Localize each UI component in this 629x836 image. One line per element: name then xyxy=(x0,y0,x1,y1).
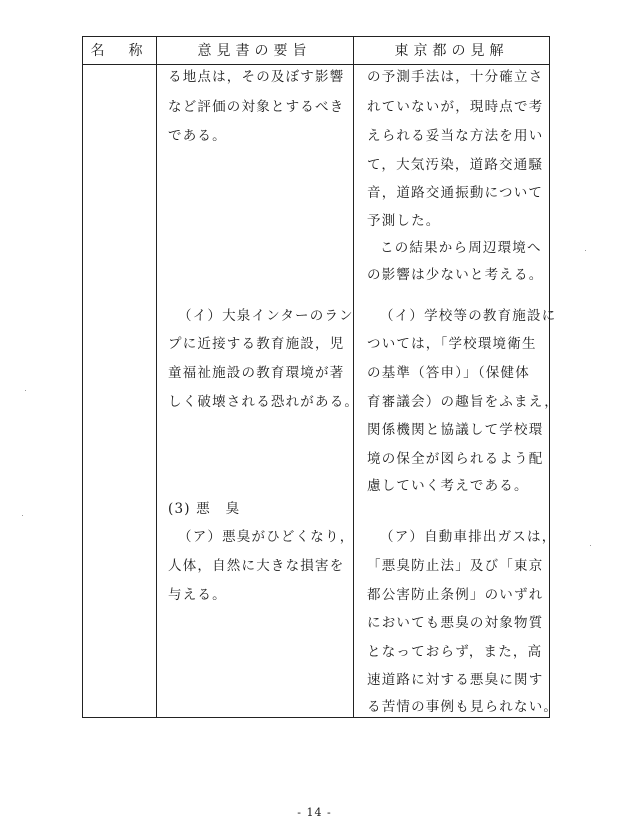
scan-speck xyxy=(585,250,586,251)
view-line: の基準（答申）」（保健体 xyxy=(367,365,530,381)
opinion-line: 人体，自然に大きな損害を xyxy=(168,558,345,574)
view-line: の影響は少ないと考える。 xyxy=(367,267,544,283)
opinion-line: しく破壊される恐れがある。 xyxy=(168,394,360,410)
view-line: においても悪臭の対象物質 xyxy=(367,615,544,631)
view-line: ついては，「学校環境衛生 xyxy=(367,336,537,352)
header-name: 名 称 xyxy=(90,43,148,59)
view-line: 予測した。 xyxy=(367,213,441,229)
scan-speck xyxy=(590,545,591,546)
view-line: （イ）学校等の教育施設に xyxy=(380,308,557,324)
view-line: の予測手法は，十分確立さ xyxy=(367,69,544,85)
header-divider xyxy=(82,64,550,65)
opinion-line: プに近接する教育施設，児 xyxy=(168,336,345,352)
scan-speck xyxy=(25,390,26,391)
view-line: 速道路に対する悪臭に関す xyxy=(367,672,544,688)
view-line: この結果から周辺環境へ xyxy=(380,240,542,256)
view-line: て，大気汚染，道路交通騒 xyxy=(367,157,544,173)
header-tokyo-view: 東京都の見解 xyxy=(394,43,509,59)
view-line: （ア）自動車排出ガスは， xyxy=(380,529,557,545)
opinion-line: （ア）悪臭がひどくなり， xyxy=(178,529,355,545)
view-line: 関係機関と協議して学校環 xyxy=(367,422,544,438)
view-line: 「悪臭防止法」及び「東京 xyxy=(367,558,544,574)
opinion-line: など評価の対象とするべき xyxy=(168,99,345,115)
view-line: 音，道路交通振動について xyxy=(367,185,544,201)
opinion-line: 童福祉施設の教育環境が著 xyxy=(168,365,345,381)
view-line: えられる妥当な方法を用い xyxy=(367,128,544,144)
opinion-line: である。 xyxy=(168,128,227,144)
opinion-section-heading: (3) 悪 臭 xyxy=(168,501,241,517)
view-line: となっておらず，また，高 xyxy=(367,644,543,660)
page-number: - 14 - xyxy=(297,806,332,819)
view-line: れていないが，現時点で考 xyxy=(367,99,544,115)
opinion-line: る地点は，その及ぼす影響 xyxy=(168,69,345,85)
column-divider-2 xyxy=(353,36,354,718)
column-divider-1 xyxy=(156,36,157,718)
scan-speck xyxy=(22,515,23,516)
view-line: る苦情の事例も見られない。 xyxy=(367,699,559,715)
opinion-line: （イ）大泉インターのラン xyxy=(178,308,354,324)
view-line: 慮していく考えである。 xyxy=(367,478,529,494)
header-opinion-summary: 意見書の要旨 xyxy=(197,43,312,59)
view-line: 育審議会）の趣旨をふまえ， xyxy=(367,394,559,410)
opinion-line: 与える。 xyxy=(168,587,227,603)
view-line: 境の保全が図られるよう配 xyxy=(367,451,544,467)
view-line: 都公害防止条例」のいずれ xyxy=(367,587,544,603)
